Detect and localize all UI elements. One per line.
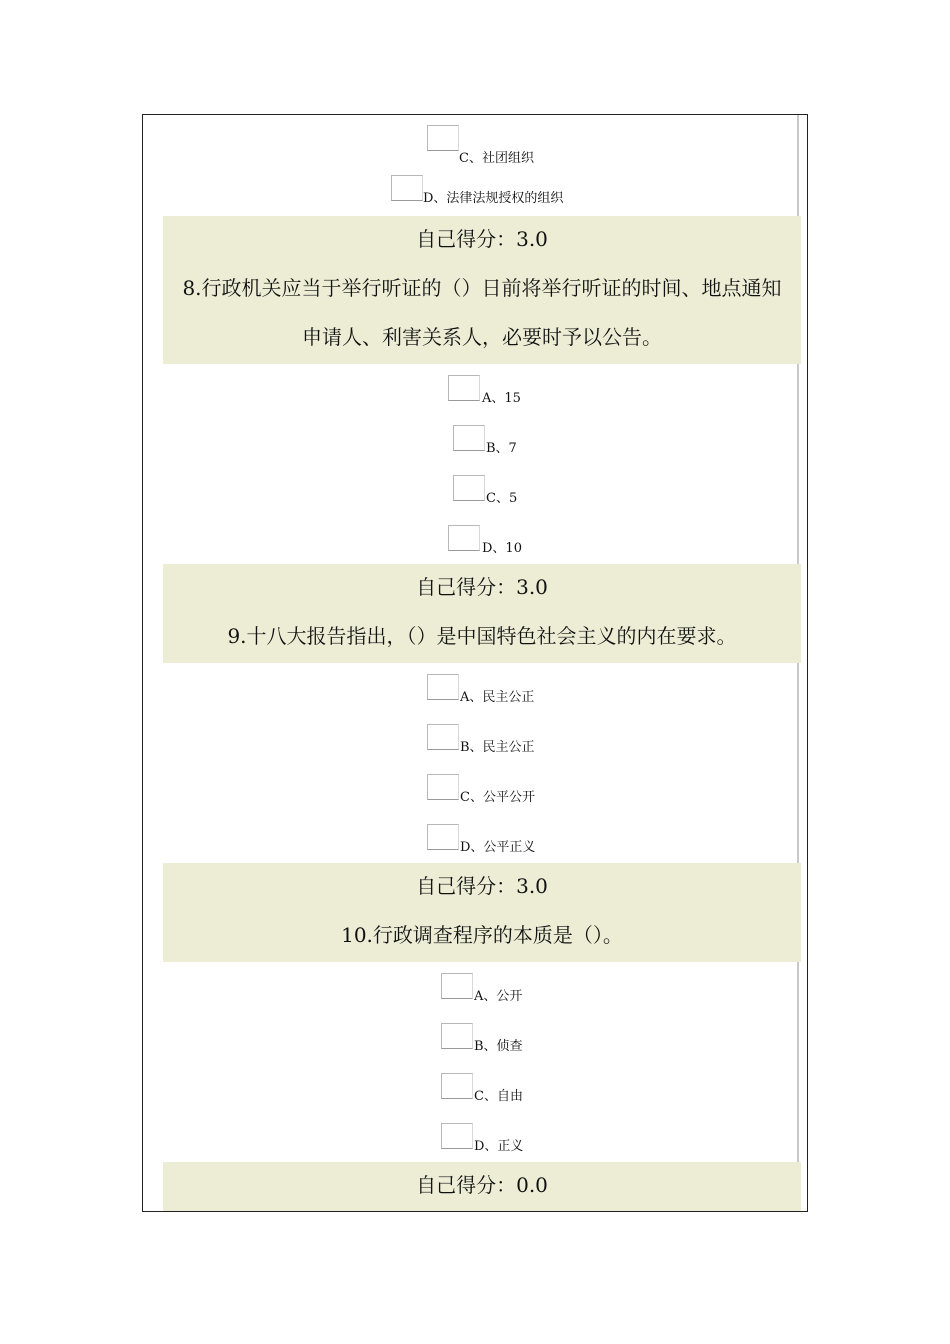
option-label: C、公平公开	[460, 790, 535, 805]
q8-option-c[interactable]	[143, 473, 807, 523]
option-checkbox[interactable]	[427, 824, 459, 850]
option-label: D、正义	[474, 1139, 524, 1154]
q9-option-c[interactable]	[143, 772, 807, 822]
option-checkbox[interactable]	[453, 425, 485, 451]
question-8-text-line1: 8.行政机关应当于举行听证的（）日前将举行听证的时间、地点通知	[182, 276, 782, 300]
option-checkbox[interactable]	[427, 125, 459, 151]
option-label: A、民主公正	[460, 690, 535, 705]
option-label: D、公平正义	[460, 840, 536, 855]
question-9-text: 9.十八大报告指出，（）是中国特色社会主义的内在要求。	[227, 624, 737, 648]
option-label: B、民主公正	[460, 740, 535, 755]
q10-option-b[interactable]	[143, 1021, 807, 1071]
option-label: C、社团组织	[459, 151, 534, 166]
option-checkbox[interactable]	[441, 973, 473, 999]
q9-option-a[interactable]	[143, 672, 807, 722]
option-checkbox[interactable]	[391, 175, 423, 201]
q8-option-b[interactable]	[143, 423, 807, 473]
option-checkbox[interactable]	[441, 1023, 473, 1049]
option-label: B、7	[486, 441, 517, 456]
score-q8: 自己得分：3.0	[416, 575, 548, 599]
q7-option-c[interactable]	[143, 125, 807, 175]
option-label: A、15	[482, 391, 521, 406]
option-label: C、自由	[474, 1089, 523, 1104]
option-checkbox[interactable]	[441, 1073, 473, 1099]
q10-option-a[interactable]	[143, 971, 807, 1021]
option-checkbox[interactable]	[448, 375, 480, 401]
question-10-text: 10.行政调查程序的本质是（）。	[341, 923, 623, 947]
option-checkbox[interactable]	[453, 475, 485, 501]
option-label: B、侦查	[474, 1039, 523, 1054]
score-q7: 自己得分：3.0	[416, 227, 548, 251]
score-q9: 自己得分：3.0	[416, 874, 548, 898]
q8-header-band	[163, 216, 801, 364]
option-label: C、5	[486, 491, 518, 506]
option-label: D、10	[482, 541, 522, 556]
q9-option-b[interactable]	[143, 722, 807, 772]
q10-option-c[interactable]	[143, 1071, 807, 1121]
option-checkbox[interactable]	[427, 674, 459, 700]
q9-header-band	[163, 564, 801, 663]
q10-header-band	[163, 863, 801, 962]
option-checkbox[interactable]	[427, 724, 459, 750]
option-label: A、公开	[474, 989, 523, 1004]
option-label: D、法律法规授权的组织	[423, 191, 564, 206]
option-checkbox[interactable]	[427, 774, 459, 800]
quiz-frame	[142, 114, 808, 1212]
option-checkbox[interactable]	[441, 1123, 473, 1149]
question-8-text-line2: 申请人、利害关系人，必要时予以公告。	[302, 325, 662, 349]
score-band-q10	[163, 1162, 801, 1212]
q8-option-a[interactable]	[143, 373, 807, 423]
score-q10: 自己得分：0.0	[416, 1173, 548, 1197]
option-checkbox[interactable]	[448, 525, 480, 551]
